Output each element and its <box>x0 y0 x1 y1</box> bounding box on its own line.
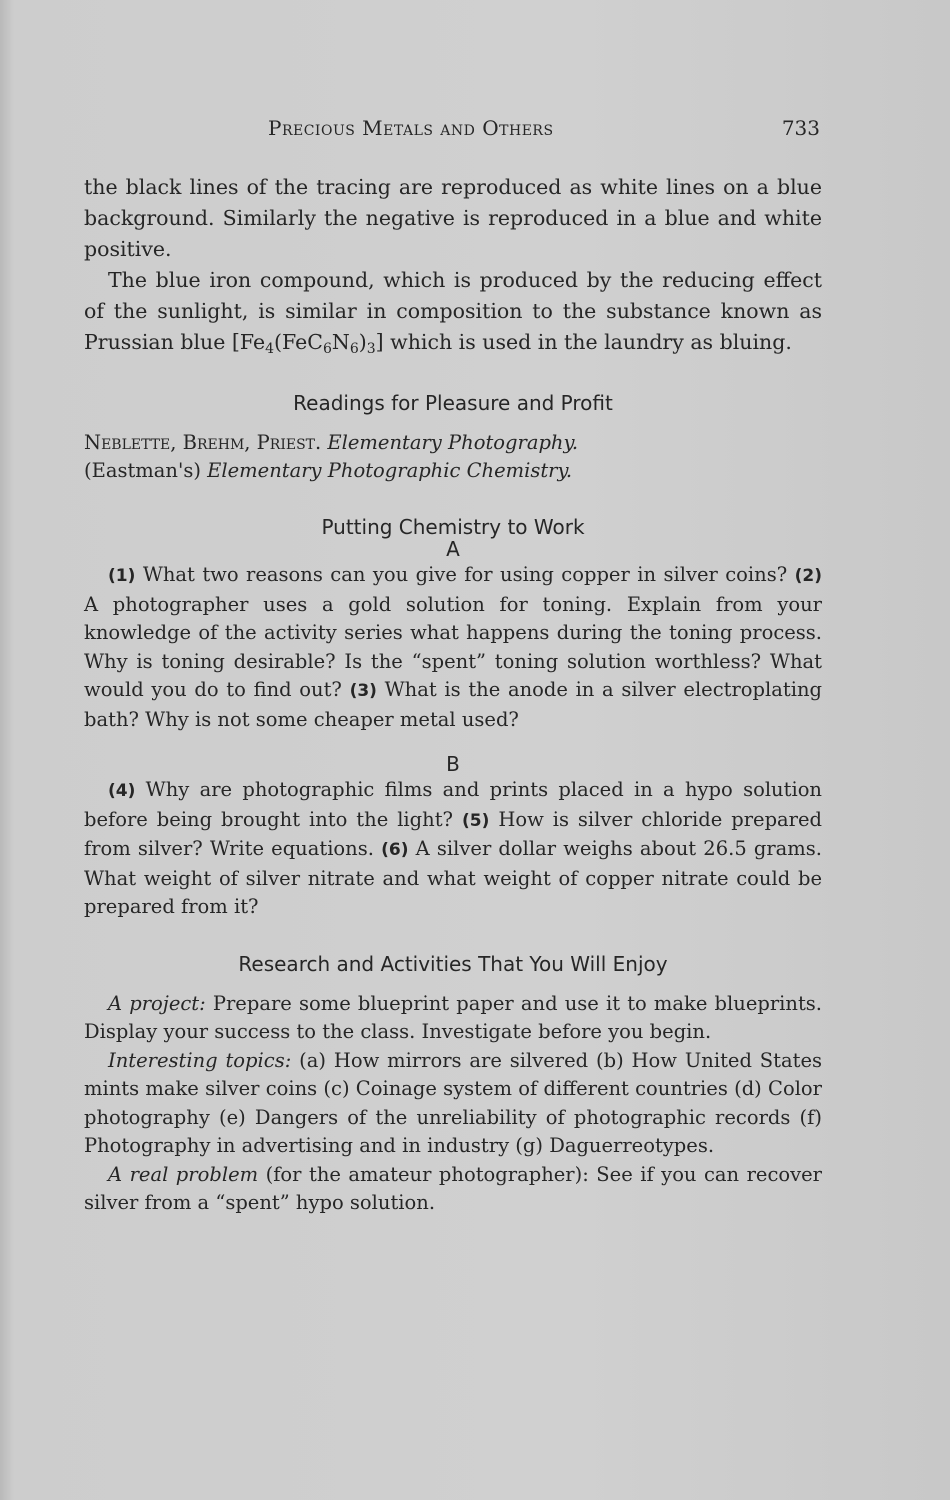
project-text: Prepare some blueprint paper and use it to make blueprints. Display your success to the class. Investigate before you begin. <box>84 991 823 1043</box>
problem-paragraph <box>84 1161 822 1218</box>
question-number: (6) <box>381 840 409 860</box>
page-header <box>84 116 820 146</box>
text-run: (FeC <box>274 330 323 354</box>
text-run: The blue iron compound, which is produced by the reducing effect of the sunlight, is similar in composition to the substance known as Prussian blue [Fe <box>84 268 822 354</box>
subscript: 6 <box>349 341 359 357</box>
subscript: 4 <box>265 341 275 357</box>
readings-list <box>84 429 822 485</box>
question-text: A silver dollar weighs about 26.5 grams. What weight of silver nitrate and what weight of copper nitrate could be prepared from it? <box>84 837 823 918</box>
reading-item <box>84 429 822 457</box>
readings-heading: Readings for Pleasure and Profit <box>293 391 613 415</box>
question-text: How is silver chloride prepared from silver? Write equations. <box>84 807 823 860</box>
section-a-label: A <box>446 537 460 561</box>
text-run: ] which is used in the laundry as bluing. <box>375 330 792 354</box>
questions-b <box>84 776 822 922</box>
questions-a <box>84 561 822 734</box>
intro-paragraph-2 <box>84 265 822 365</box>
page-body <box>84 172 822 1218</box>
page-number: 733 <box>781 116 820 140</box>
intro-paragraph-1: the black lines of the tracing are reproduced as white lines on a blue background. Similarly the negative is reproduced in a blue and white positive. <box>84 175 822 261</box>
question-number: (1) <box>108 566 136 586</box>
topics-paragraph <box>84 1047 822 1161</box>
project-label: A project: <box>108 991 206 1015</box>
work-heading: Putting Chemistry to Work <box>321 515 585 539</box>
question-number: (5) <box>461 810 490 831</box>
question-text: What two reasons can you give for using copper in silver coins? <box>142 563 788 586</box>
text-run: N <box>331 330 350 354</box>
reading-item <box>84 457 822 485</box>
section-b-label: B <box>446 752 460 776</box>
running-head: Precious Metals and Others <box>268 116 554 140</box>
question-number: (2) <box>794 566 823 586</box>
subscript: 3 <box>366 341 376 357</box>
text-run: ) <box>358 330 367 354</box>
research-section <box>84 990 822 1218</box>
reading-authors: (Eastman's) <box>84 459 201 482</box>
subscript: 6 <box>322 341 332 357</box>
question-number: (4) <box>108 781 136 801</box>
question-text: What is the anode in a silver electroplating bath? Why is not some cheaper metal used? <box>84 678 822 731</box>
question-text: A photographer uses a gold solution for toning. Explain from your knowledge of the activity series what happens during the toning process. Why is toning desirable? Is the “spent” toning solution worthless? What would you do to find out? <box>84 592 822 701</box>
research-heading: Research and Activities That You Will Enjoy <box>238 951 668 976</box>
question-number: (3) <box>349 681 377 701</box>
project-paragraph <box>84 990 822 1047</box>
problem-label: A real problem <box>108 1162 259 1186</box>
reading-title: Elementary Photographic Chemistry. <box>207 459 573 482</box>
question-text: Why are photographic films and prints placed in a hypo solution before being brought into the light? <box>84 778 822 831</box>
reading-authors: Neblette, Brehm, Priest. <box>84 431 322 454</box>
topics-label: Interesting topics: <box>108 1048 292 1072</box>
reading-title: Elementary Photography. <box>327 431 579 454</box>
problem-text: (for the amateur photographer): See if you can recover silver from a “spent” hypo solution. <box>84 1162 822 1214</box>
topics-text: (a) How mirrors are silvered (b) How United States mints make silver coins (c) Coinage system of different countries (d) Color photography (e) Dangers of the unreliability of photographic records (f) Photography in advertising and in industry (g) Daguerreotypes. <box>84 1048 822 1157</box>
